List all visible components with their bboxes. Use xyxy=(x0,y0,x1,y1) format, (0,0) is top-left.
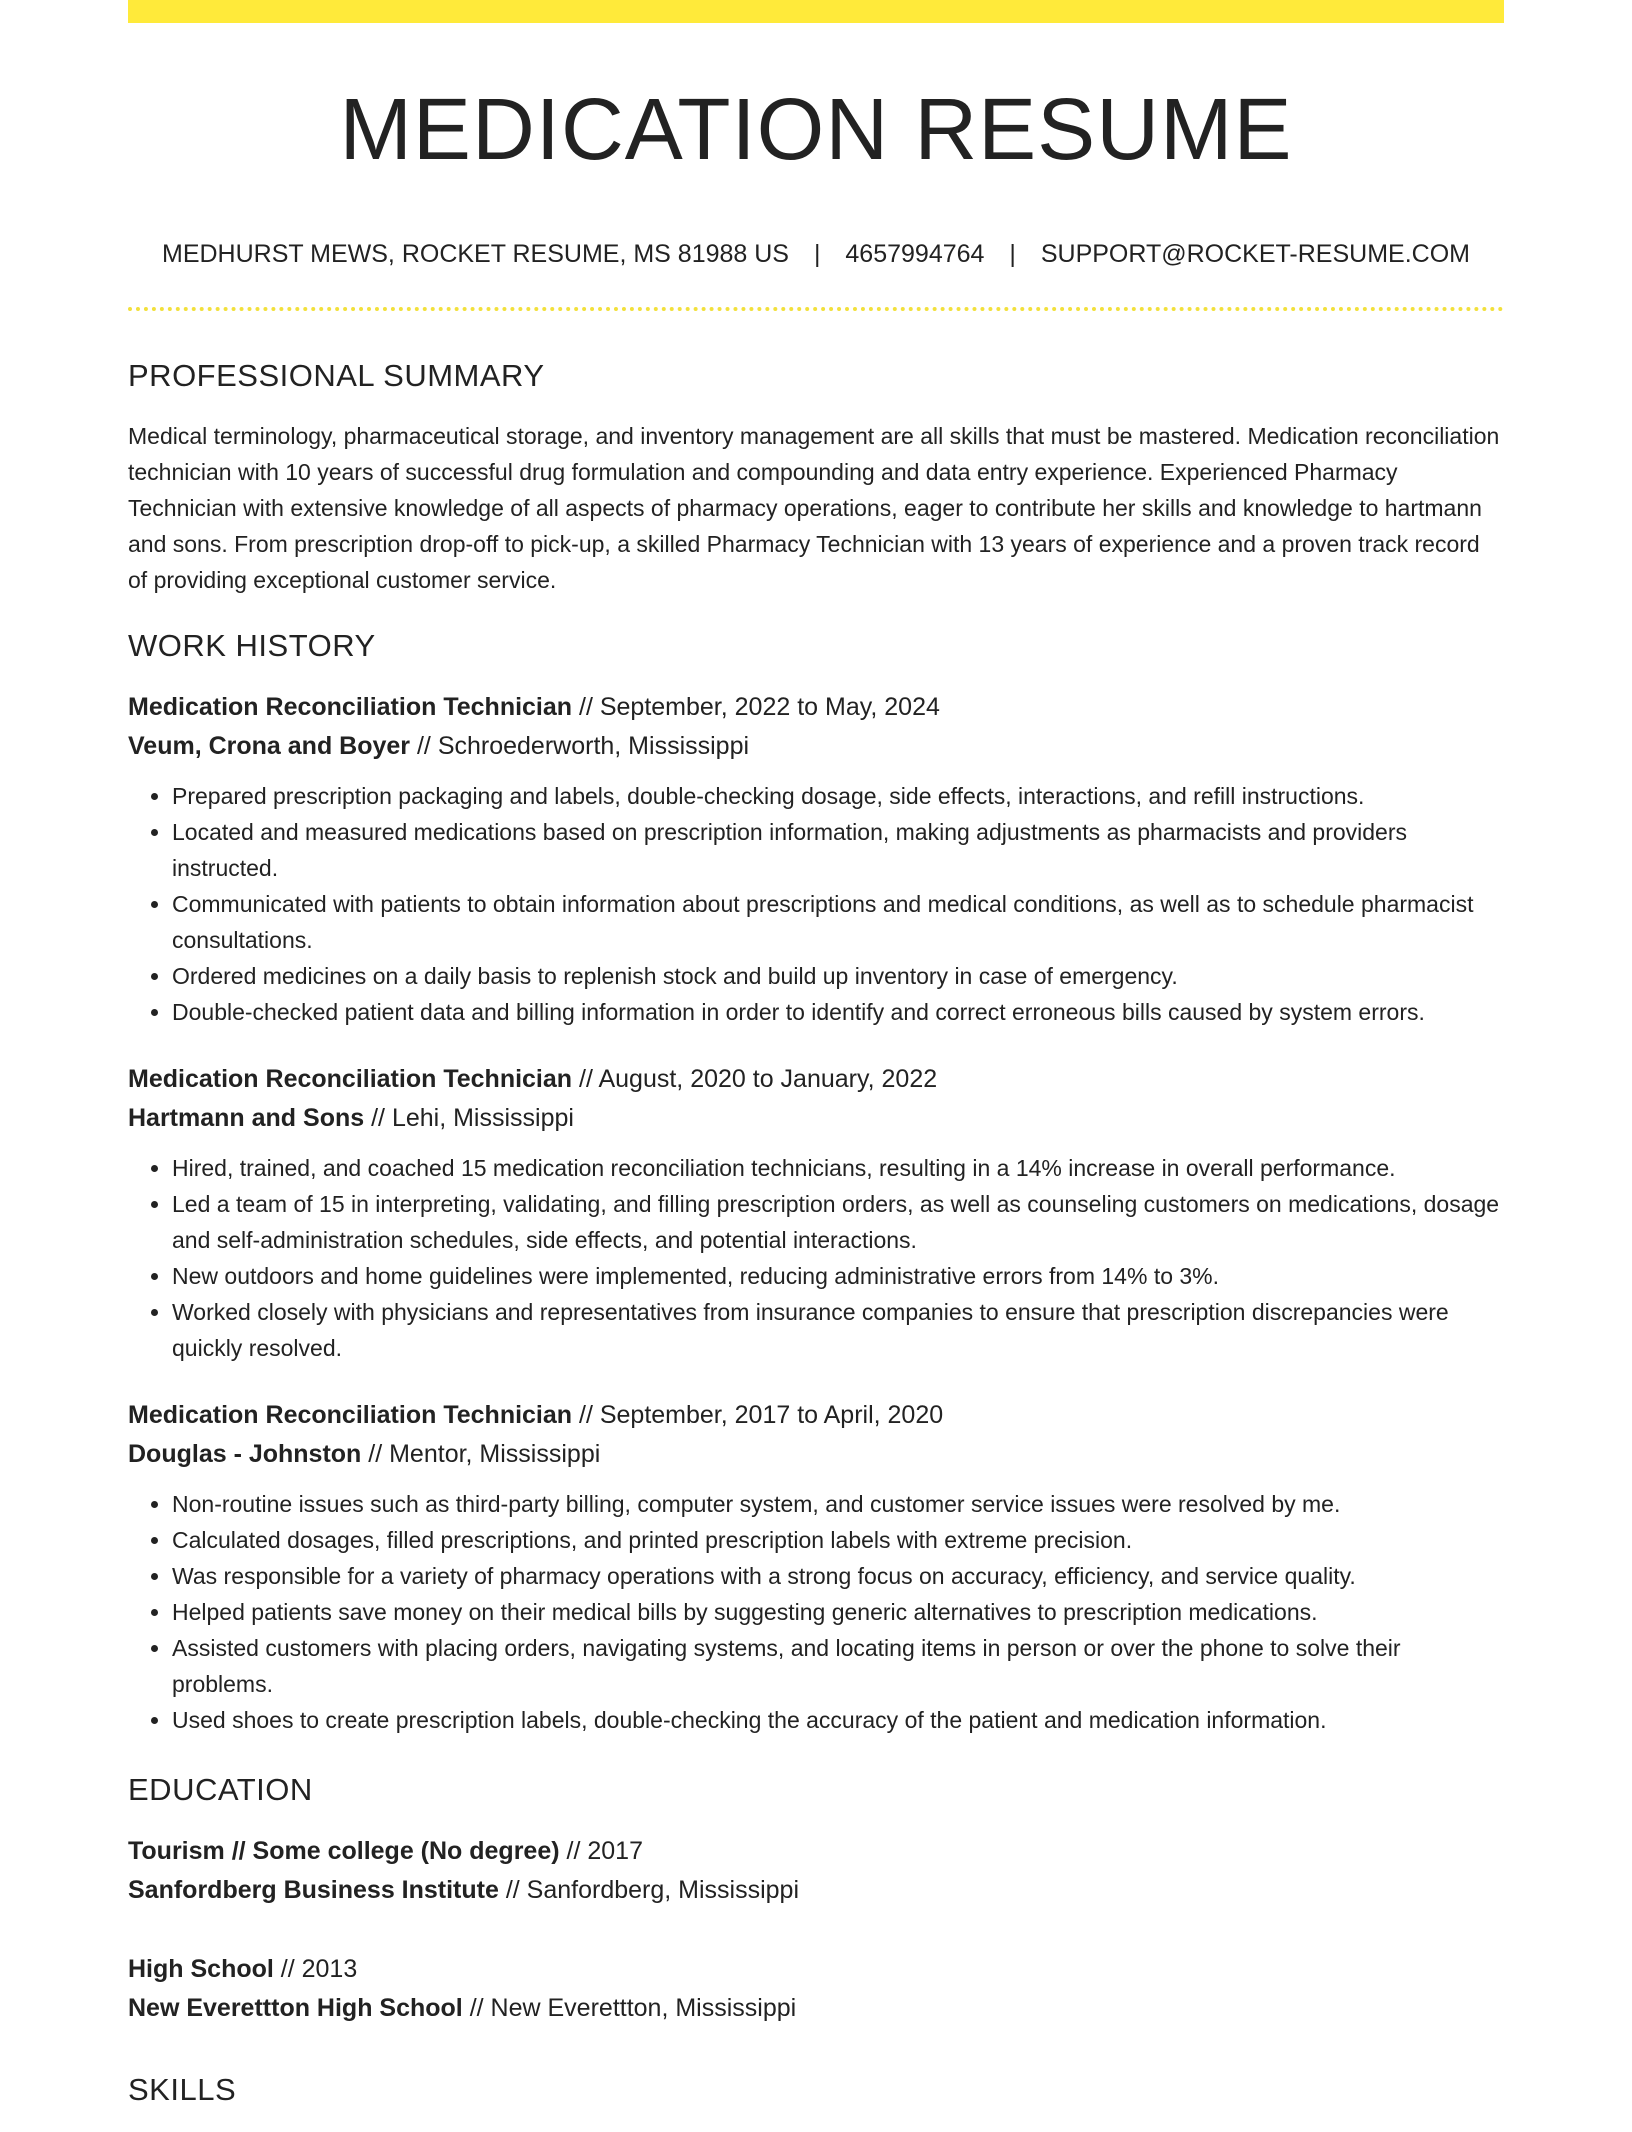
job-bullet: • Worked closely with physicians and representatives from insurance companies to ensure that prescription discrepancies were quickly resolved. xyxy=(172,1294,1504,1366)
skills-heading: SKILLS xyxy=(128,2072,237,2107)
contact-line xyxy=(128,236,1504,272)
job-title: Medication Reconciliation Technician xyxy=(128,693,573,721)
education-degree: High School xyxy=(128,1955,274,1983)
contact-separator: | xyxy=(813,240,821,268)
job-dates: // September, 2022 to May, 2024 xyxy=(572,693,940,721)
education-school-line xyxy=(128,1871,1504,1910)
job-bullet: • Non-routine issues such as third-party billing, computer system, and customer service issues were resolved by me. xyxy=(172,1486,1504,1522)
job-bullet: • Hired, trained, and coached 15 medication reconciliation technicians, resulting in a 14% increase in overall performance. xyxy=(172,1150,1504,1186)
education-school: Sanfordberg Business Institute xyxy=(128,1876,499,1904)
job-title: Medication Reconciliation Technician xyxy=(128,1401,573,1429)
job-bullet: • Led a team of 15 in interpreting, validating, and filling prescription orders, as well as counseling customers on medications, dosage and self-administration schedules, side effects, and potential interactions. xyxy=(172,1186,1504,1258)
job-location: // Lehi, Mississippi xyxy=(364,1104,574,1132)
job-bullet: • Assisted customers with placing orders, navigating systems, and locating items in person or over the phone to solve their problems. xyxy=(172,1630,1504,1702)
summary-heading: PROFESSIONAL SUMMARY xyxy=(128,358,545,393)
education-entry xyxy=(128,1950,1504,2028)
job-title-line xyxy=(128,688,1504,727)
education-degree-line xyxy=(128,1950,1504,1989)
job-title-line xyxy=(128,1396,1504,1435)
resume-page xyxy=(128,0,1504,2107)
job-bullet: • Double-checked patient data and billing information in order to identify and correct erroneous bills caused by system errors. xyxy=(172,994,1504,1030)
education-year: // 2017 xyxy=(559,1837,643,1865)
contact-separator: | xyxy=(1009,240,1016,268)
education-degree-line xyxy=(128,1832,1504,1871)
job-title-line xyxy=(128,1060,1504,1099)
job-company: Douglas - Johnston xyxy=(128,1440,362,1468)
education-entry xyxy=(128,1832,1504,1910)
job-company-line xyxy=(128,1435,1504,1474)
education-heading: EDUCATION xyxy=(128,1772,313,1807)
job-bullets xyxy=(128,1486,1504,1738)
education-location: // Sanfordberg, Mississippi xyxy=(498,1876,800,1904)
job-bullet: • New outdoors and home guidelines were implemented, reducing administrative errors from 14% to 3%. xyxy=(172,1258,1504,1294)
job-bullet: • Was responsible for a variety of pharmacy operations with a strong focus on accuracy, efficiency, and service quality. xyxy=(172,1558,1504,1594)
job-bullets xyxy=(128,778,1504,1030)
resume-content xyxy=(128,354,1504,2132)
work-history-heading: WORK HISTORY xyxy=(128,628,376,663)
job-bullet: • Prepared prescription packaging and labels, double-checking dosage, side effects, interactions, and refill instructions. xyxy=(172,778,1504,814)
job-bullet: • Used shoes to create prescription labels, double-checking the accuracy of the patient and medication information. xyxy=(172,1702,1504,1738)
education-school-line xyxy=(128,1989,1504,2028)
job-location: // Schroederworth, Mississippi xyxy=(410,732,750,760)
education-location: // New Everettton, Mississippi xyxy=(462,1994,797,2022)
summary-text: Medical terminology, pharmaceutical storage, and inventory management are all skills that must be mastered. Medication reconciliation technician with 10 years of successful drug formulation and compounding and data entry experience. Experienced Pharmacy Technician with extensive knowledge of all aspects of pharmacy operations, eager to contribute her skills and knowledge to hartmann and sons. From prescription drop-off to pick-up, a skilled Pharmacy Technician with 13 years of experience and a proven track record of providing exceptional customer service. xyxy=(128,423,1500,593)
job-entry xyxy=(128,1396,1504,1738)
job-location: // Mentor, Mississippi xyxy=(361,1440,601,1468)
job-entry xyxy=(128,1060,1504,1366)
job-company: Hartmann and Sons xyxy=(128,1104,365,1132)
job-bullets xyxy=(128,1150,1504,1366)
job-bullet: • Located and measured medications based on prescription information, making adjustments as pharmacists and providers instructed. xyxy=(172,814,1504,886)
job-dates: // September, 2017 to April, 2020 xyxy=(572,1401,944,1429)
top-accent-bar xyxy=(128,0,1504,23)
education-degree: Tourism // Some college (No degree) xyxy=(128,1837,560,1865)
dotted-divider xyxy=(128,307,1504,311)
education-year: // 2013 xyxy=(273,1955,358,1983)
job-bullet: • Helped patients save money on their medical bills by suggesting generic alternatives to prescription medications. xyxy=(172,1594,1504,1630)
job-title: Medication Reconciliation Technician xyxy=(128,1065,573,1093)
job-bullet: • Communicated with patients to obtain information about prescriptions and medical conditions, as well as to schedule pharmacist consultations. xyxy=(172,886,1504,958)
education-school: New Everettton High School xyxy=(128,1994,463,2022)
job-company-line xyxy=(128,1099,1504,1138)
job-bullet: • Calculated dosages, filled prescriptions, and printed prescription labels with extreme precision. xyxy=(172,1522,1504,1558)
job-bullet: • Ordered medicines on a daily basis to replenish stock and build up inventory in case of emergency. xyxy=(172,958,1504,994)
job-company: Veum, Crona and Boyer xyxy=(128,732,411,760)
job-dates: // August, 2020 to January, 2022 xyxy=(572,1065,938,1093)
job-entry xyxy=(128,688,1504,1030)
contact-address: MEDHURST MEWS, ROCKET RESUME, MS 81988 US xyxy=(162,240,789,268)
contact-email: SUPPORT@ROCKET-RESUME.COM xyxy=(1040,240,1470,268)
resume-title: MEDICATION RESUME xyxy=(339,81,1293,178)
contact-phone: 4657994764 xyxy=(845,240,985,268)
job-company-line xyxy=(128,727,1504,766)
